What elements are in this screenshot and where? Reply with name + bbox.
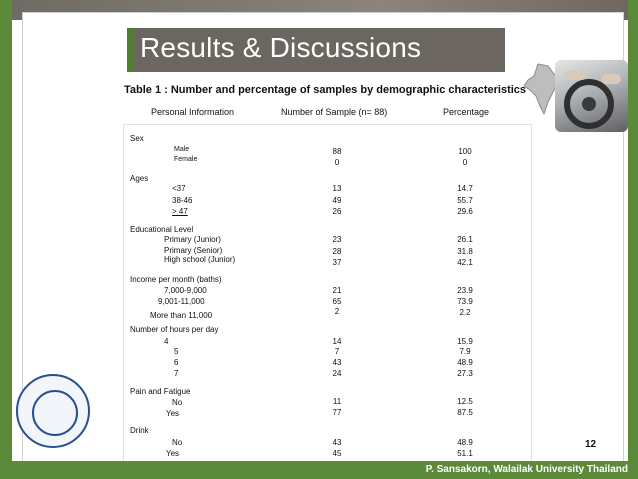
row-count: 37 xyxy=(332,258,342,267)
row-label: 9,001-11,000 xyxy=(158,297,205,306)
row-label: Yes xyxy=(166,409,180,418)
row-percent: 55.7 xyxy=(457,196,473,205)
row-label: High school (Junior) xyxy=(164,255,236,264)
row-count: 21 xyxy=(332,286,342,295)
row-count: 49 xyxy=(332,196,342,205)
row-percent: 48.9 xyxy=(457,438,473,447)
row-label: 7 xyxy=(174,369,179,378)
row-label: More than 11,000 xyxy=(150,311,213,320)
group-label: Pain and Fatigue xyxy=(130,387,191,396)
seal-globe-icon xyxy=(32,390,78,436)
row-count: 24 xyxy=(332,369,342,378)
row-count: 77 xyxy=(332,408,342,417)
page-number: 12 xyxy=(585,439,597,450)
row-label: Yes xyxy=(166,449,180,458)
row-label: Primary (Junior) xyxy=(164,235,221,244)
row-label: 7,000-9,000 xyxy=(164,286,207,295)
driver-photo xyxy=(555,60,628,132)
row-label: 5 xyxy=(174,347,179,356)
header-percentage: Percentage xyxy=(443,107,490,117)
group-label: Number of hours per day xyxy=(130,325,219,334)
group-label: Educational Level xyxy=(130,225,194,234)
row-percent: 14.7 xyxy=(457,184,473,193)
header-personal-info: Personal Information xyxy=(151,107,235,117)
row-label: 38-46 xyxy=(172,196,193,205)
row-count: 14 xyxy=(332,337,342,346)
row-percent: 42.1 xyxy=(457,258,473,267)
row-label: No xyxy=(172,398,183,407)
consortium-seal-logo xyxy=(16,374,90,448)
steering-wheel-icon xyxy=(555,60,628,132)
left-band xyxy=(0,0,12,479)
slide-title: Results & Discussions xyxy=(140,32,422,63)
row-percent: 23.9 xyxy=(457,286,473,295)
row-count: 43 xyxy=(332,358,342,367)
row-count: 23 xyxy=(332,235,342,244)
row-percent: 100 xyxy=(458,147,472,156)
row-count: 65 xyxy=(332,297,342,306)
group-label: Sex xyxy=(130,134,144,143)
row-label: No xyxy=(172,438,183,447)
row-count: 7 xyxy=(334,347,340,356)
row-percent: 51.1 xyxy=(457,449,473,458)
table-title: Table 1 : Number and percentage of samples by demographic characteristics xyxy=(124,84,527,96)
row-count: 26 xyxy=(332,207,342,216)
group-label: Drink xyxy=(130,426,149,435)
row-count: 11 xyxy=(332,397,342,406)
row-percent: 2.2 xyxy=(459,308,471,317)
row-count: 43 xyxy=(332,438,342,447)
row-label: 6 xyxy=(174,358,179,367)
row-count: 88 xyxy=(332,147,342,156)
row-count: 0 xyxy=(334,158,340,167)
row-percent: 87.5 xyxy=(457,408,473,417)
row-percent: 12.5 xyxy=(457,397,473,406)
row-percent: 27.3 xyxy=(457,369,473,378)
row-label: <37 xyxy=(172,184,186,193)
row-percent: 7.9 xyxy=(459,347,471,356)
right-band xyxy=(628,0,638,479)
row-count: 45 xyxy=(332,449,342,458)
row-label: 4 xyxy=(164,337,169,346)
header-number-of-sample: Number of Sample (n= 88) xyxy=(281,107,388,117)
row-percent: 29.6 xyxy=(457,207,473,216)
row-label: Primary (Senior) xyxy=(164,246,223,255)
footer-credit: P. Sansakorn, Walailak University Thailand xyxy=(425,464,628,475)
group-label: Income per month (baths) xyxy=(130,275,222,284)
row-label: Male xyxy=(174,146,190,153)
row-percent: 26.1 xyxy=(457,235,473,244)
group-label: Ages xyxy=(130,174,149,183)
row-count: 2 xyxy=(334,307,340,316)
row-label: > 47 xyxy=(172,207,188,216)
row-percent: 0 xyxy=(462,158,468,167)
row-count: 13 xyxy=(332,184,342,193)
row-percent: 48.9 xyxy=(457,358,473,367)
row-percent: 31.8 xyxy=(457,247,473,256)
row-count: 28 xyxy=(332,247,342,256)
row-label: Female xyxy=(174,156,198,163)
row-percent: 15.9 xyxy=(457,337,473,346)
title-accent xyxy=(127,28,133,72)
row-percent: 73.9 xyxy=(457,297,473,306)
